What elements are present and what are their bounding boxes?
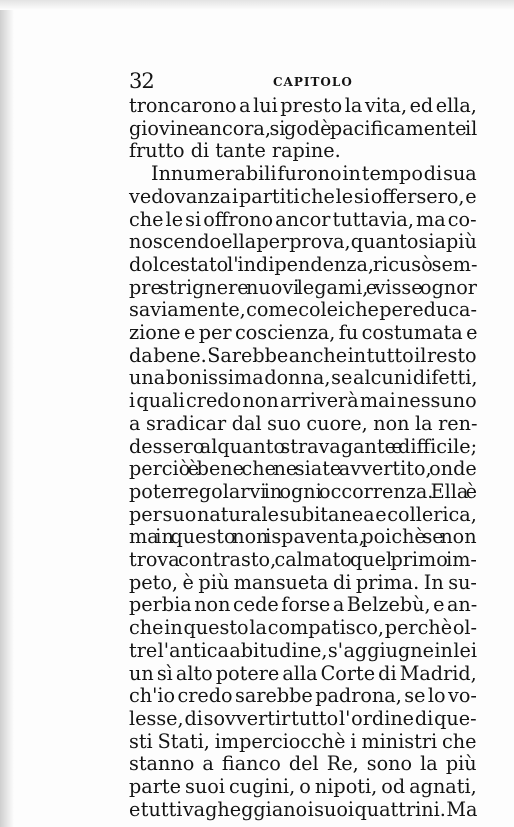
text-line: perbia non cede forse a Belzebù, e an- (129, 593, 478, 617)
text-line: poter regolarvi in ogni occorrenza. Ella è (129, 479, 477, 503)
text-line: che le si offrono ancor tuttavia, ma co- (129, 207, 477, 231)
text-line: per suo naturale subitanea e collerica, (129, 502, 477, 526)
text-line: pre strignere nuovi legami, e visse ognor (129, 275, 477, 299)
text-line: saviamente, come colei che per educa- (129, 298, 477, 322)
text-line: frutto di tante rapine. (129, 139, 341, 163)
text-line: dessero alquanto stravagante e difficile; (129, 434, 478, 458)
text-line: tre l'antica abitudine, s' aggiugne in lei (129, 638, 477, 662)
running-head: CAPITOLO (273, 75, 353, 89)
page-header (129, 69, 479, 93)
text-line: zione e per coscienza, fu costumata e (129, 321, 478, 345)
text-line: troncarono a lui presto la vita, ed ella, (129, 94, 477, 117)
text-line: dolce stato l' indipendenza, ricusò sem- (129, 252, 478, 276)
text-line: sti Stati, imperciocchè i ministri che (129, 729, 477, 753)
paragraph-first-line: Innumerabili furono in tempo di sua (151, 162, 477, 186)
text-line: ma in questo non ispaventa, poichè se non (129, 525, 477, 549)
text-line: i quali credo non arriverà mai nessuno (129, 389, 477, 413)
text-line: parte suoi cugini, o nipoti, od agnati, (129, 775, 477, 799)
text-line: e tutti vagheggiano i suoi quattrini. Ma (129, 797, 478, 821)
page-gutter-shadow (0, 0, 14, 827)
text-line: che in questo la compatisco, perchè ol- (129, 616, 477, 640)
text-line: peto, è più mansueta di prima. In su- (129, 570, 477, 594)
page-top-shadow (0, 0, 514, 10)
text-line: a sradicar dal suo cuore, non la ren- (129, 411, 478, 435)
text-line: ch'io credo sarebbe padrona, se lo vo- (129, 684, 477, 708)
text-line: vedovanza i partiti che le si offersero, e (129, 184, 477, 208)
text-line: un sì alto potere alla Corte di Madrid, (129, 661, 477, 685)
text-line: giovine ancora, si godè pacificamente il (129, 116, 478, 140)
page-number: 32 (129, 69, 154, 93)
text-line: lesse, di sovvertir tutto l' ordine di que- (129, 706, 477, 730)
text-line: da bene. Sarebbe anche in tutto il resto (129, 343, 477, 367)
body-text (129, 95, 477, 822)
text-line: stanno a fianco del Re, sono la più (129, 752, 477, 776)
text-line: perciò è bene che ne siate avvertito, onde (129, 457, 477, 481)
text-line: trova contrasto, calmato quel primo im- (129, 548, 477, 572)
text-line: noscendo ella per prova, quanto sia più (129, 230, 477, 254)
text-line: una bonissima donna, se alcuni difetti, (129, 366, 478, 390)
